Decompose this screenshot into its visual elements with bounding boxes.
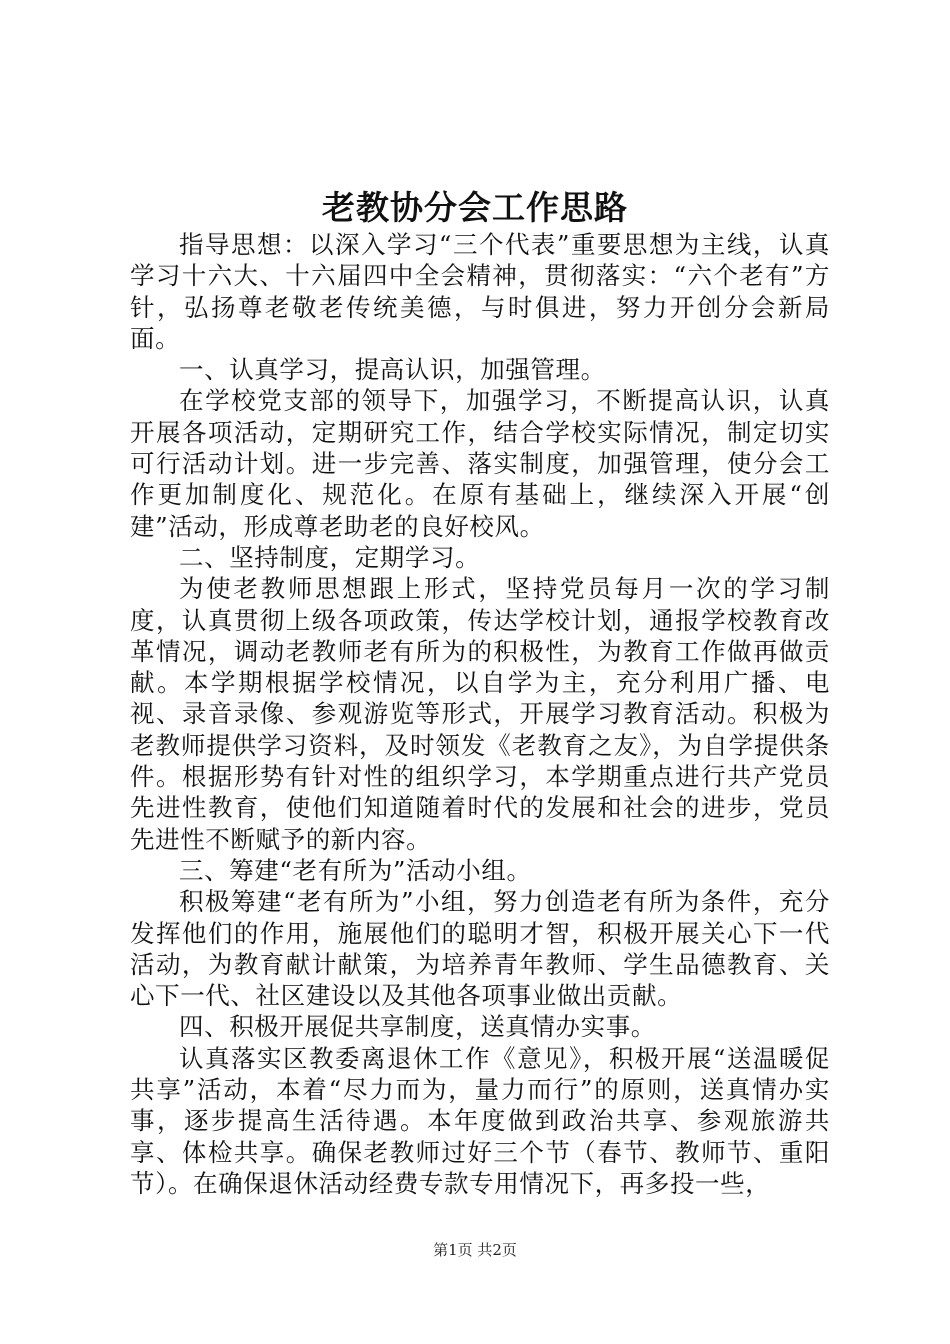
document-body	[130, 229, 830, 1199]
document-title: 老教协分会工作思路	[322, 188, 628, 227]
section-heading-3: 三、筹建“老有所为”活动小组。	[179, 855, 532, 885]
paragraph-section-4: 认真落实区教委离退休工作《意见》，积极开展“送温暖促共享”活动，本着“尽力而为，量力而行”的原则，送真情办实事，逐步提高生活待遇。本年度做到政治共享、参观旅游共享、体检共享。确保老教师过好三个节（春节、教师节、重阳节）。在确保退休活动经费专款专用情况下，再多投一些，	[130, 1043, 830, 1198]
section-heading-1: 一、认真学习，提高认识，加强管理。	[179, 355, 606, 385]
paragraph-section-2: 为使老教师思想跟上形式，坚持党员每月一次的学习制度，认真贯彻上级各项政策，传达学校计划，通报学校教育改革情况，调动老教师老有所为的积极性，为教育工作做再做贡献。本学期根据学校情况，以自学为主，充分利用广播、电视、录音录像、参观游览等形式，开展学习教育活动。积极为老教师提供学习资料，及时领发《老教育之友》，为自学提供条件。根据形势有针对性的组织学习，本学期重点进行共产党员先进性教育，使他们知道随着时代的发展和社会的进步，党员先进性不断赋予的新内容。	[130, 574, 830, 854]
section-heading-2: 二、坚持制度，定期学习。	[179, 542, 481, 572]
section-heading-4: 四、积极开展促共享制度，送真情办实事。	[179, 1012, 656, 1042]
paragraph-section-3: 积极筹建“老有所为”小组，努力创造老有所为条件，充分发挥他们的作用，施展他们的聪明才智，积极开展关心下一代活动，为教育献计献策，为培养青年教师、学生品德教育、关心下一代、社区建设以及其他各项事业做出贡献。	[130, 887, 830, 1011]
paragraph-section-1: 在学校党支部的领导下，加强学习，不断提高认识，认真开展各项活动，定期研究工作，结合学校实际情况，制定切实可行活动计划。进一步完善、落实制度，加强管理，使分会工作更加制度化、规范化。在原有基础上，继续深入开展“创建”活动，形成尊老助老的良好校风。	[130, 386, 830, 541]
page-footer: 第1页 共2页	[433, 1241, 517, 1259]
paragraph-guiding-thought: 指导思想：以深入学习“三个代表”重要思想为主线，认真学习十六大、十六届四中全会精神，贯彻落实：“六个老有”方针，弘扬尊老敬老传统美德，与时俱进，努力开创分会新局面。	[130, 230, 830, 353]
